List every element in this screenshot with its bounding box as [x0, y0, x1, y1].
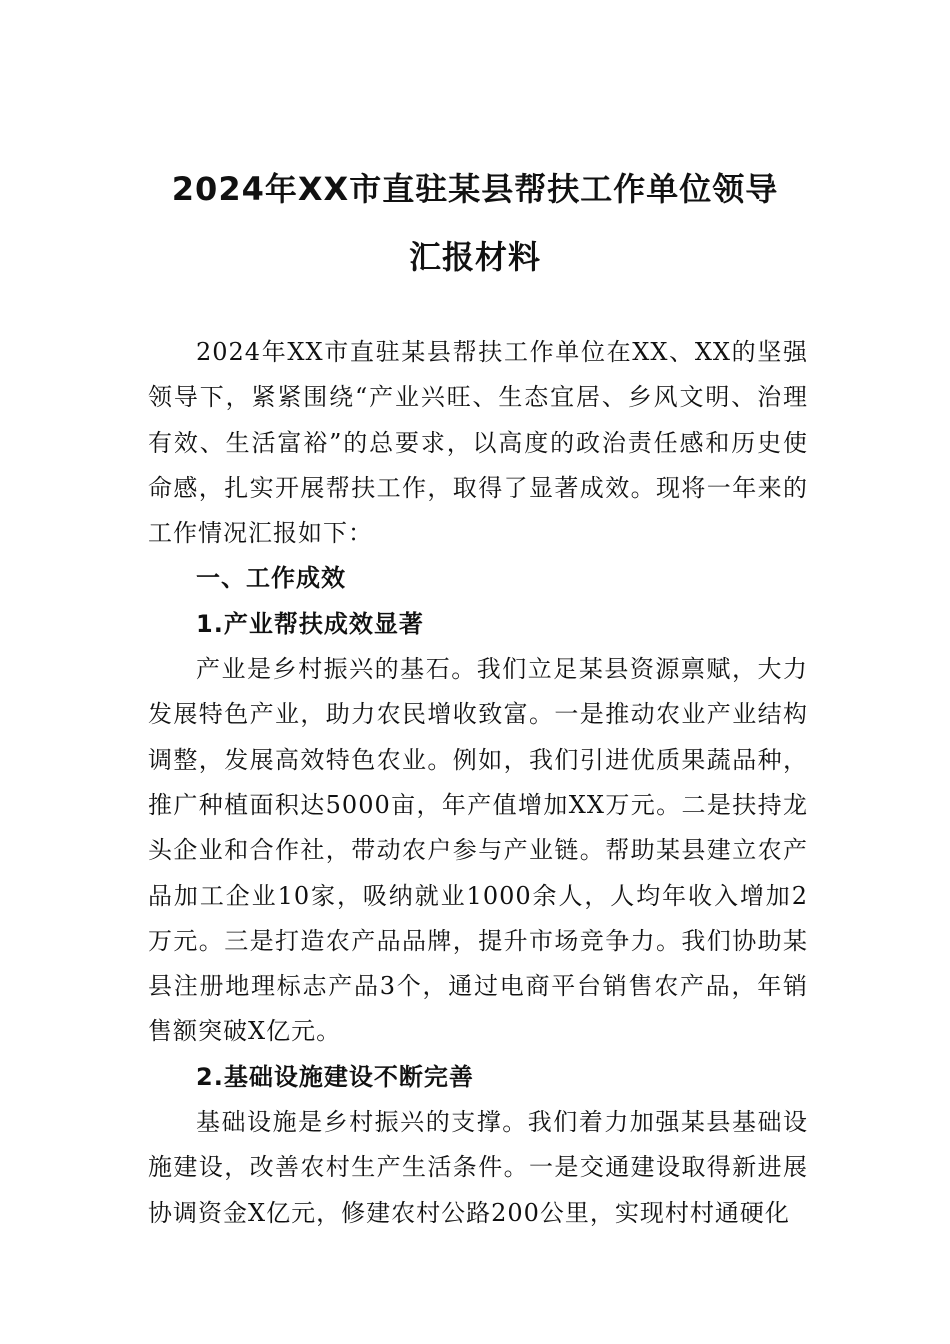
subheading-industry-support: 1.产业帮扶成效显著: [196, 609, 424, 638]
document-body: [148, 330, 808, 1236]
section-heading-work-results: 一、工作成效: [196, 564, 346, 593]
document-title-line-1: 2024年XX市直驻某县帮扶工作单位领导: [171, 170, 779, 208]
document-title-line-2: 汇报材料: [408, 238, 541, 276]
intro-paragraph: 2024年XX市直驻某县帮扶工作单位在XX、XX的坚强领导下，紧紧围绕“产业兴旺、生态宜居、乡风文明、治理有效、生活富裕”的总要求，以高度的政治责任感和历史使命感，扎实开展帮扶工作，取得了显著成效。现将一年来的工作情况汇报如下：: [148, 338, 808, 548]
subheading-infrastructure: 2.基础设施建设不断完善: [196, 1062, 474, 1091]
infrastructure-paragraph: 基础设施是乡村振兴的支撑。我们着力加强某县基础设施建设，改善农村生产生活条件。一是交通建设取得新进展协调资金X亿元，修建农村公路200公里，实现村村通硬化: [148, 1108, 808, 1227]
industry-support-paragraph: 产业是乡村振兴的基石。我们立足某县资源禀赋，大力发展特色产业，助力农民增收致富。一是推动农业产业结构调整，发展高效特色农业。例如，我们引进优质果蔬品种，推广种植面积达5000亩，年产值增加XX万元。二是扶持龙头企业和合作社，带动农户参与产业链。帮助某县建立农产品加工企业10家，吸纳就业1000余人，人均年收入增加2万元。三是打造农产品品牌，提升市场竞争力。我们协助某县注册地理标志产品3个，通过电商平台销售农产品，年销售额突破X亿元。: [148, 655, 808, 1046]
